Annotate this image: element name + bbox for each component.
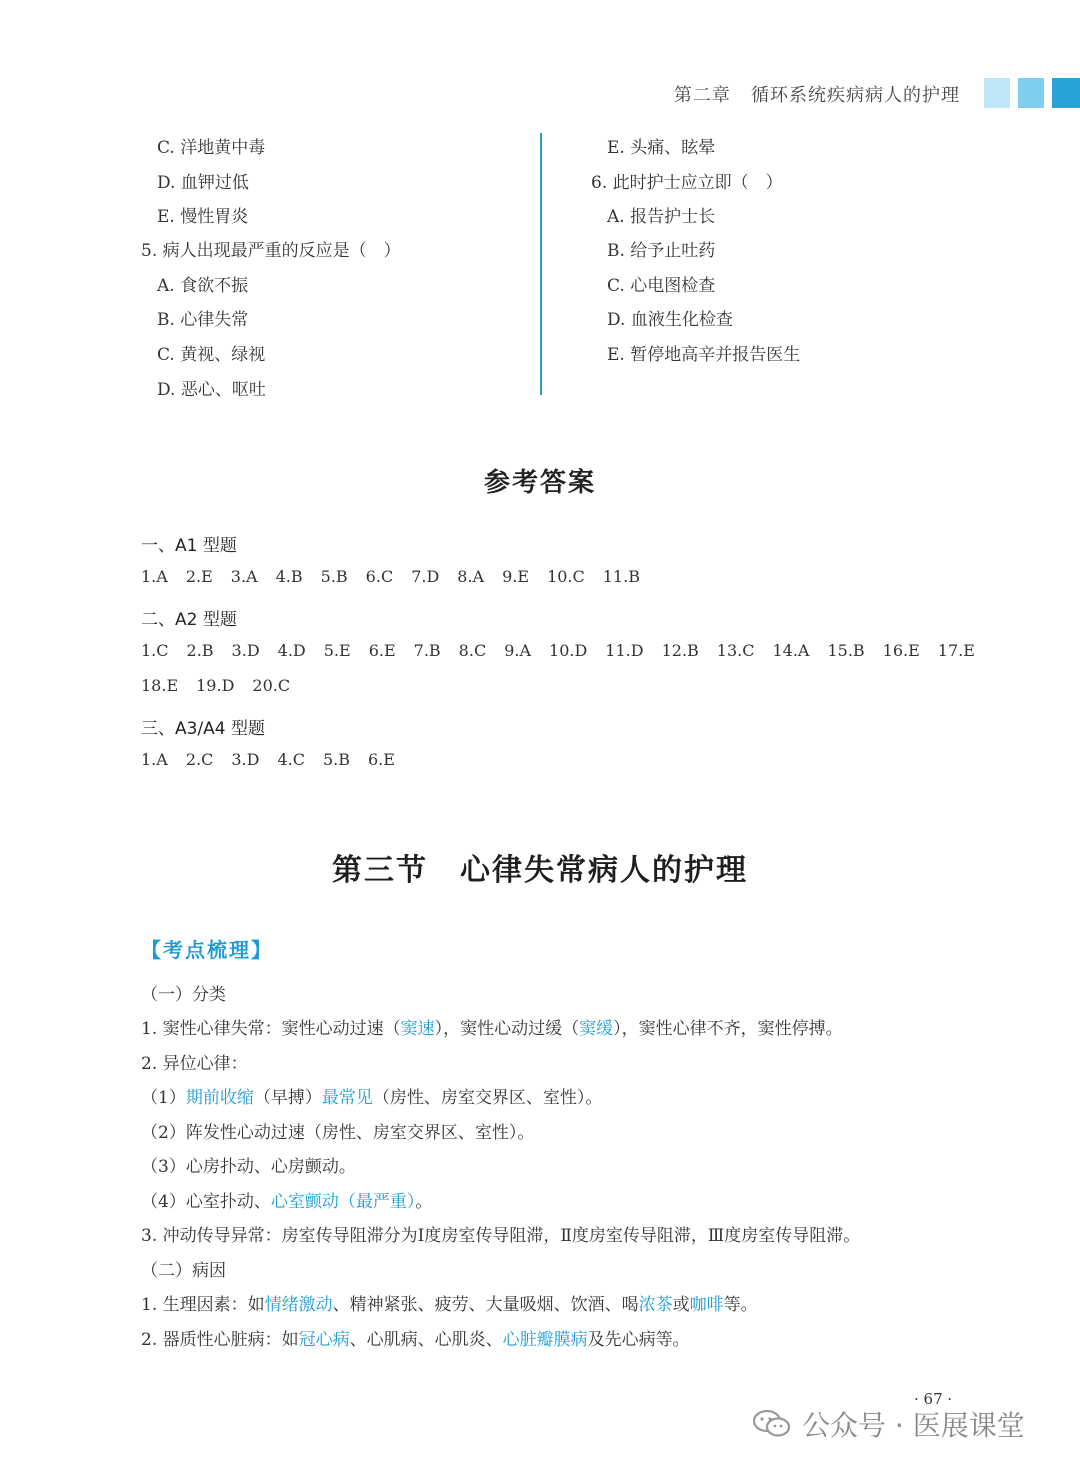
- option-line: C. 黄视、绿视: [157, 345, 266, 365]
- answers-a2-heading: 二、A2 型题: [141, 610, 237, 630]
- answer-item: 4.C: [277, 750, 305, 769]
- answers-a2-row: [141, 676, 308, 695]
- answer-item: 7.B: [413, 641, 441, 660]
- answer-item: 3.D: [231, 641, 260, 660]
- subheading-classification: （一）分类: [141, 985, 226, 1005]
- text-segment: ），窦性心动过缓（: [434, 1019, 580, 1039]
- answer-item: 14.A: [772, 641, 810, 660]
- highlight-term: 浓茶: [638, 1295, 673, 1315]
- answer-item: 6.C: [365, 567, 394, 586]
- option-line: C. 心电图检查: [607, 276, 716, 296]
- answer-item: 9.E: [502, 567, 530, 586]
- highlight-term: 情绪激动: [264, 1295, 333, 1315]
- highlight-term: 期前收缩: [185, 1088, 254, 1108]
- answers-a1-heading: 一、A1 型题: [141, 536, 237, 556]
- header-square-mid: [1018, 78, 1044, 108]
- text-segment: （房性、房室交界区、室性）。: [372, 1088, 603, 1108]
- option-line: D. 血液生化检查: [607, 310, 733, 330]
- answer-item: 13.C: [716, 641, 755, 660]
- answers-a2-row: [141, 641, 993, 660]
- answer-item: 15.B: [827, 641, 865, 660]
- highlight-term: 窦缓: [579, 1019, 614, 1039]
- answer-item: 18.E: [141, 676, 179, 695]
- wechat-icon: [752, 1408, 792, 1438]
- answer-item: 5.E: [323, 641, 351, 660]
- answers-a3-row: [141, 750, 413, 769]
- chapter-title: 循环系统疾病病人的护理: [751, 85, 960, 106]
- subheading-etiology: （二）病因: [141, 1261, 226, 1281]
- kaodian-heading: 【考点梳理】: [141, 938, 273, 962]
- highlight-term: 窦速: [400, 1019, 435, 1039]
- text-segment: 及先心病等。: [587, 1330, 690, 1350]
- answer-item: 2.C: [185, 750, 214, 769]
- text-segment: （1）: [141, 1088, 186, 1108]
- text-segment: 、精神紧张、疲劳、大量吸烟、饮酒、喝: [332, 1295, 639, 1315]
- text-segment: 。: [415, 1192, 433, 1212]
- text-segment: 1. 窦性心律失常：窦性心动过速（: [141, 1019, 401, 1039]
- question-line: 6. 此时护士应立即（ ）: [591, 173, 783, 193]
- text-segment: 1. 生理因素：如: [141, 1295, 265, 1315]
- question-line: 5. 病人出现最严重的反应是（ ）: [141, 241, 401, 261]
- option-line: D. 恶心、呕吐: [157, 380, 266, 400]
- text-segment: 等。: [723, 1295, 758, 1315]
- option-line: E. 暂停地高辛并报告医生: [607, 345, 801, 365]
- text-segment: 、心肌病、心肌炎、: [349, 1330, 503, 1350]
- answers-a1-row: [141, 567, 658, 586]
- text-segment: 或: [672, 1295, 690, 1315]
- answer-item: 10.C: [547, 567, 585, 586]
- chapter-header: [674, 81, 960, 107]
- answer-item: 17.E: [937, 641, 975, 660]
- answer-item: 19.D: [196, 676, 235, 695]
- body-line: [141, 1187, 432, 1212]
- body-line: [141, 1014, 843, 1039]
- highlight-term: 心室颤动（最严重）: [270, 1192, 416, 1212]
- answer-item: 4.B: [275, 567, 303, 586]
- answer-item: 3.D: [231, 750, 260, 769]
- answer-item: 4.D: [277, 641, 306, 660]
- highlight-term: 咖啡: [689, 1295, 724, 1315]
- answer-item: 20.C: [252, 676, 291, 695]
- answer-item: 6.E: [367, 750, 395, 769]
- option-line: E. 头痛、眩晕: [607, 138, 716, 158]
- answer-item: 16.E: [882, 641, 920, 660]
- answer-item: 11.B: [602, 567, 640, 586]
- answer-item: 10.D: [549, 641, 588, 660]
- body-line: （3）心房扑动、心房颤动。: [141, 1157, 356, 1177]
- page-number: · 67 ·: [914, 1390, 953, 1408]
- text-segment: 2. 器质性心脏病：如: [141, 1330, 299, 1350]
- wechat-account: 公众号 · 医展课堂: [802, 1409, 1025, 1442]
- text-segment: ），窦性心律不齐，窦性停搏。: [613, 1019, 843, 1039]
- option-line: A. 食欲不振: [157, 276, 249, 296]
- answer-item: 2.B: [186, 641, 214, 660]
- body-line: [141, 1083, 602, 1108]
- body-line: 2. 异位心律：: [141, 1054, 248, 1074]
- option-line: B. 心律失常: [157, 310, 249, 330]
- chapter-number: 第二章: [673, 85, 731, 106]
- column-divider: [540, 133, 542, 395]
- answer-item: 9.A: [504, 641, 532, 660]
- answers-title: 参考答案: [483, 468, 596, 498]
- answer-item: 2.E: [185, 567, 213, 586]
- answer-item: 6.E: [368, 641, 396, 660]
- answer-item: 1.A: [141, 567, 168, 586]
- answer-item: 12.B: [661, 641, 699, 660]
- option-line: B. 给予止吐药: [607, 241, 716, 261]
- header-square-light: [984, 78, 1010, 108]
- highlight-term: 冠心病: [298, 1330, 350, 1350]
- option-line: A. 报告护士长: [607, 207, 716, 227]
- body-line: [141, 1290, 758, 1315]
- answer-item: 3.A: [230, 567, 258, 586]
- answer-item: 7.D: [411, 567, 440, 586]
- body-line: 3. 冲动传导异常：房室传导阻滞分为Ⅰ度房室传导阻滞，Ⅱ度房室传导阻滞，Ⅲ度房室传导阻滞。: [141, 1226, 861, 1246]
- body-line: （2）阵发性心动过速（房性、房室交界区、室性）。: [141, 1123, 535, 1143]
- answer-item: 8.A: [457, 567, 485, 586]
- answer-item: 11.D: [605, 641, 644, 660]
- text-segment: （4）心室扑动、: [141, 1192, 271, 1212]
- answer-item: 1.C: [141, 641, 169, 660]
- answers-a3-heading: 三、A3/A4 型题: [141, 719, 266, 739]
- highlight-term: 心脏瓣膜病: [502, 1330, 588, 1350]
- answer-item: 5.B: [322, 750, 350, 769]
- answer-item: 1.A: [141, 750, 168, 769]
- text-segment: （早搏）: [253, 1088, 322, 1108]
- header-square-dark: [1052, 78, 1080, 108]
- option-line: C. 洋地黄中毒: [157, 138, 266, 158]
- highlight-term: 最常见: [321, 1088, 373, 1108]
- option-line: E. 慢性胃炎: [157, 207, 249, 227]
- answer-item: 5.B: [320, 567, 348, 586]
- answer-item: 8.C: [458, 641, 487, 660]
- section-title: 第三节 心律失常病人的护理: [332, 853, 748, 888]
- body-line: [141, 1325, 690, 1350]
- option-line: D. 血钾过低: [157, 173, 249, 193]
